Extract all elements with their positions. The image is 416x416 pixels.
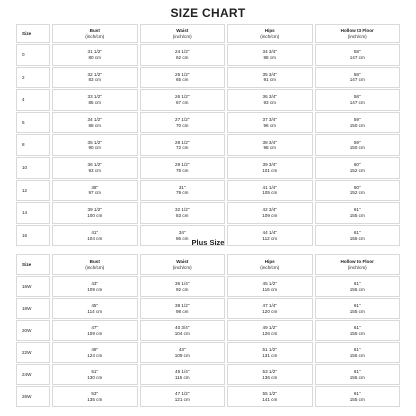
bust-cell-inch: 51" [91,368,99,374]
waist-cell [140,157,226,179]
hollow-to-floor-cell-cm: 155 cm [349,396,365,402]
waist-cell-cm: 86 cm [175,235,189,241]
bust-cell [52,276,138,297]
hollow-to-floor-cell-inch: 58" [353,49,361,55]
waist-cell-inch: 26 1/2" [175,94,190,100]
waist-cell [140,320,226,341]
hips-cell [227,44,313,66]
waist-cell-inch: 43" [178,346,186,352]
hips-cell-cm: 109 cm [262,212,278,218]
hips-cell-cm: 101 cm [262,167,278,173]
hips-cell [227,386,313,407]
hips-cell-cm: 91 cm [263,77,276,83]
hips-cell [227,202,313,224]
bust-cell-cm: 83 cm [88,77,101,83]
hollow-to-floor-cell [315,67,401,89]
waist-cell-cm: 62 cm [175,54,189,60]
hollow-to-floor-cell-cm: 155 cm [349,330,365,336]
hips-cell-inch: 38 3/4" [262,139,277,145]
hips-cell [227,157,313,179]
size-cell: 12 [16,180,50,202]
table-row [16,112,400,134]
hollow-to-floor-cell [315,112,401,134]
hollow-to-floor-cell-cm: 147 cm [349,77,365,83]
hips-cell-cm: 88 cm [263,54,276,60]
hips-cell-cm: 98 cm [263,145,276,151]
waist-cell-cm: 70 cm [175,122,189,128]
bust-cell-cm: 93 cm [88,167,101,173]
hips-cell-inch: 44 1/4" [262,229,277,235]
hips-cell [227,342,313,363]
bust-cell [52,134,138,156]
waist-cell [140,386,226,407]
hollow-to-floor-cell-cm: 155 cm [349,352,365,358]
bust-cell [52,112,138,134]
header-size: Size [16,254,50,275]
size-cell: 16W [16,276,50,297]
table-row [16,157,400,179]
hips-cell [227,89,313,111]
header-hips: Hips (inch/cm) [227,24,313,43]
bust-cell [52,342,138,363]
hollow-to-floor-cell [315,276,401,297]
hips-cell-inch: 45 1/2" [262,280,277,286]
size-cell: 4 [16,89,50,111]
waist-cell [140,112,226,134]
standard-size-table [14,23,402,247]
hips-cell-inch: 55 1/2" [262,390,277,396]
hollow-to-floor-cell-inch: 61" [353,280,361,286]
waist-cell-cm: 83 cm [175,212,189,218]
hollow-to-floor-cell [315,180,401,202]
hollow-to-floor-cell [315,342,401,363]
bust-cell-inch: 43" [91,280,99,286]
hollow-to-floor-cell-cm: 147 cm [349,54,365,60]
hips-cell-inch: 34 3/4" [262,49,277,55]
header-waist: Waist (inch/cm) [140,254,226,275]
bust-cell-cm: 114 cm [87,308,103,314]
hollow-to-floor-cell [315,298,401,319]
hollow-to-floor-cell-cm: 155 cm [349,212,365,218]
hollow-to-floor-cell-inch: 61" [353,207,361,213]
waist-cell-inch: 40 3/4" [175,324,190,330]
plus-size-table [14,253,402,408]
waist-cell-inch: 36 1/4" [175,280,190,286]
bust-cell-cm: 130 cm [87,374,103,380]
hollow-to-floor-cell [315,364,401,385]
size-cell: 0 [16,44,50,66]
waist-cell-inch: 24 1/2" [175,49,190,55]
waist-cell-cm: 98 cm [175,308,189,314]
bust-cell-inch: 31 1/2" [87,49,102,55]
waist-cell-inch: 29 1/2" [175,162,190,168]
size-cell: 18W [16,298,50,319]
waist-cell [140,276,226,297]
size-cell: 8 [16,134,50,156]
waist-cell-inch: 38 1/2" [175,302,190,308]
hips-cell-inch: 42 3/4" [262,207,277,213]
waist-cell-inch: 32 1/2" [175,207,190,213]
hips-cell-inch: 36 3/4" [262,94,277,100]
waist-cell [140,180,226,202]
hips-cell-cm: 96 cm [263,122,276,128]
header-size: Size [16,24,50,43]
hollow-to-floor-cell-cm: 155 cm [349,235,365,241]
waist-cell-inch: 45 1/4" [175,368,190,374]
header-hollow-to-floor: Hollow t3 Floor (inch/cm) [315,24,401,43]
bust-cell [52,202,138,224]
table-row [16,44,400,66]
hips-cell [227,112,313,134]
hollow-to-floor-cell [315,157,401,179]
size-cell: 20W [16,320,50,341]
bust-cell [52,298,138,319]
hips-cell-cm: 136 cm [262,374,278,380]
size-cell: 6 [16,112,50,134]
bust-cell [52,320,138,341]
bust-cell [52,364,138,385]
table-row [16,134,400,156]
hollow-to-floor-cell-cm: 150 cm [349,122,365,128]
bust-cell-cm: 124 cm [87,352,103,358]
hips-cell-cm: 112 cm [262,235,278,241]
table-row [16,180,400,202]
waist-cell [140,202,226,224]
size-cell: 10 [16,157,50,179]
bust-cell [52,180,138,202]
waist-cell-inch: 27 1/2" [175,116,190,122]
waist-cell-cm: 92 cm [175,286,189,292]
waist-cell-inch: 47 1/2" [175,390,190,396]
hips-cell [227,276,313,297]
bust-cell-inch: 32 1/2" [87,71,102,77]
waist-cell-inch: 34" [178,229,186,235]
hollow-to-floor-cell-cm: 147 cm [349,99,365,105]
hollow-to-floor-cell-cm: 155 cm [349,374,365,380]
hollow-to-floor-cell-inch: 59" [353,139,361,145]
bust-cell-cm: 90 cm [88,145,101,151]
table-row [16,364,400,385]
hollow-to-floor-cell-inch: 58" [353,94,361,100]
hollow-to-floor-cell [315,134,401,156]
waist-cell [140,342,226,363]
hollow-to-floor-cell-inch: 61" [353,324,361,330]
waist-cell-inch: 31" [178,184,186,190]
hips-cell-cm: 93 cm [263,99,276,105]
hips-cell [227,134,313,156]
table-row [16,342,400,363]
page-title: SIZE CHART [170,6,246,20]
waist-cell-cm: 72 cm [175,145,189,151]
waist-cell [140,298,226,319]
bust-cell [52,67,138,89]
bust-cell [52,89,138,111]
bust-cell-cm: 88 cm [88,122,101,128]
bust-cell-inch: 39 1/2" [87,207,102,213]
bust-cell [52,44,138,66]
plus-size-title: Plus Size [191,238,225,247]
hollow-to-floor-cell [315,44,401,66]
hollow-to-floor-cell [315,202,401,224]
size-cell: 14 [16,202,50,224]
bust-cell-inch: 36 1/2" [87,162,102,168]
hollow-to-floor-cell-inch: 61" [353,390,361,396]
bust-cell-cm: 97 cm [88,190,101,196]
hips-cell [227,320,313,341]
waist-cell [140,67,226,89]
hips-cell [227,298,313,319]
hips-cell-inch: 47 1/4" [262,302,277,308]
hips-cell-cm: 116 cm [262,286,278,292]
size-cell: 24W [16,364,50,385]
hollow-to-floor-cell-inch: 59" [353,116,361,122]
bust-cell-inch: 34 1/2" [87,116,102,122]
waist-cell-cm: 75 cm [175,167,189,173]
bust-cell-cm: 109 cm [87,330,103,336]
waist-cell-cm: 65 cm [175,77,189,83]
hips-cell-inch: 39 3/4" [262,162,277,168]
table-header-row [16,254,400,275]
hips-cell-inch: 53 1/2" [262,368,277,374]
bust-cell-inch: 35 1/2" [87,139,102,145]
table-row [16,67,400,89]
hollow-to-floor-cell-inch: 61" [353,368,361,374]
hips-cell [227,67,313,89]
bust-cell-inch: 45" [91,302,99,308]
bust-cell [52,386,138,407]
hips-cell [227,364,313,385]
bust-cell-inch: 47" [91,324,99,330]
hips-cell-cm: 131 cm [262,352,278,358]
table-row [16,320,400,341]
hips-cell-inch: 35 3/4" [262,71,277,77]
hollow-to-floor-cell-inch: 58" [353,71,361,77]
hollow-to-floor-cell-inch: 61" [353,346,361,352]
table-row [16,386,400,407]
waist-cell-cm: 67 cm [175,99,189,105]
hips-cell-cm: 120 cm [262,308,278,314]
waist-cell [140,364,226,385]
hollow-to-floor-cell-cm: 152 cm [349,190,365,196]
hips-cell-cm: 141 cm [262,396,278,402]
bust-cell-cm: 135 cm [87,396,103,402]
hollow-to-floor-cell-inch: 60" [353,184,361,190]
size-cell: 16 [16,225,50,247]
bust-cell-cm: 104 cm [87,235,103,241]
header-waist: Waist (inch/cm) [140,24,226,43]
bust-cell-inch: 41" [91,229,99,235]
hips-cell-inch: 49 1/2" [262,324,277,330]
bust-cell-inch: 38" [91,184,99,190]
bust-cell-inch: 33 1/2" [87,94,102,100]
header-hollow-to-floor: Hollow to Floor (inch/cm) [315,254,401,275]
header-bust: Bust (inch/cm) [52,254,138,275]
waist-cell [140,134,226,156]
hollow-to-floor-cell-cm: 155 cm [349,308,365,314]
waist-cell-cm: 104 cm [174,330,190,336]
hips-cell-inch: 37 3/4" [262,116,277,122]
hips-cell-cm: 105 cm [262,190,278,196]
waist-cell-cm: 109 cm [174,352,190,358]
header-hips: Hips (inch/cm) [227,254,313,275]
hollow-to-floor-cell [315,386,401,407]
table-row [16,202,400,224]
table-row [16,89,400,111]
hollow-to-floor-cell-inch: 61" [353,229,361,235]
bust-cell-cm: 80 cm [88,54,101,60]
hollow-to-floor-cell-inch: 61" [353,302,361,308]
bust-cell-cm: 109 cm [87,286,103,292]
waist-cell-cm: 79 cm [175,190,189,196]
waist-cell [140,44,226,66]
waist-cell-inch: 25 1/2" [175,71,190,77]
hollow-to-floor-cell [315,320,401,341]
bust-cell-inch: 53" [91,390,99,396]
bust-cell [52,157,138,179]
hollow-to-floor-cell [315,89,401,111]
bust-cell-cm: 100 cm [87,212,103,218]
hollow-to-floor-cell-inch: 60" [353,162,361,168]
hollow-to-floor-cell-cm: 150 cm [349,145,365,151]
size-cell: 22W [16,342,50,363]
hips-cell [227,180,313,202]
bust-cell-inch: 49" [91,346,99,352]
hips-cell-inch: 51 1/2" [262,346,277,352]
hips-cell-inch: 41 1/4" [262,184,277,190]
table-header-row [16,24,400,43]
bust-cell-cm: 85 cm [88,99,101,105]
size-cell: 2 [16,67,50,89]
header-bust: Bust (inch/cm) [52,24,138,43]
table-row [16,276,400,297]
table-row [16,298,400,319]
hollow-to-floor-cell-cm: 152 cm [349,167,365,173]
hips-cell-cm: 126 cm [262,330,278,336]
hollow-to-floor-cell-cm: 155 cm [349,286,365,292]
waist-cell-cm: 115 cm [174,374,190,380]
waist-cell [140,89,226,111]
waist-cell-cm: 121 cm [174,396,190,402]
waist-cell-inch: 28 1/2" [175,139,190,145]
size-cell: 26W [16,386,50,407]
